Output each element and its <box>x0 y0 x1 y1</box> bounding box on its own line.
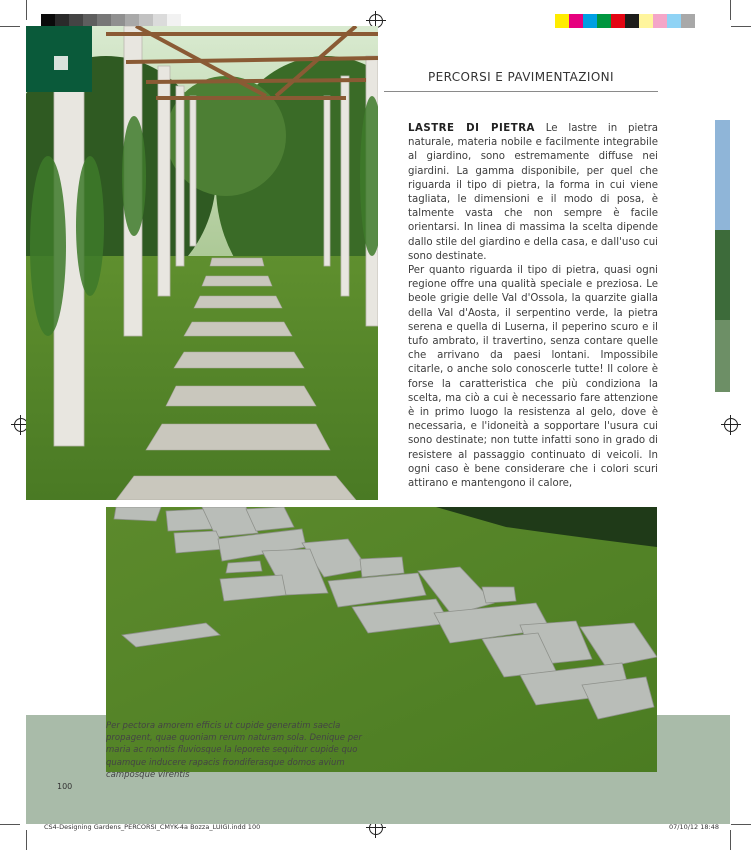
crop-mark <box>730 0 731 20</box>
adjacent-page-photo <box>715 120 730 392</box>
color-swatch <box>611 14 625 28</box>
color-swatch <box>625 14 639 28</box>
color-swatch <box>653 14 667 28</box>
article-body <box>408 122 658 491</box>
section-marker-square-icon <box>54 56 68 70</box>
color-swatch <box>597 14 611 28</box>
crop-mark <box>0 824 20 825</box>
section-marker <box>26 26 92 92</box>
paragraph: Per quanto riguarda il tipo di pietra, quasi ogni regione offre una qualità speciale e preziosa. Le beole grigie delle Val d'Ossola, la quarzite gialla della Val d'Aosta, il serpentino verde, la pietra serena e quella di Luserna, il peperino scuro e il tufo ambrato, il travertino, senza contare quelle che arrivano da paesi lontani. Impossibile citarle, o anche solo conoscerle tutte! Il colore è forse la caratteristica che più condiziona la scelta, ma ciò a cui è necessario fare attenzione è in primo luogo la resistenza al gelo, dove è necessaria, e l'idoneità a sopportare l'usura cui sono destinate; non tutte infatti sono in grado di resistere al passaggio continuato di veicoli. In ogni caso è bene considerare che i colori scuri attirano e mantengono il calore, <box>408 265 658 490</box>
color-swatch <box>569 14 583 28</box>
paragraph <box>408 122 658 264</box>
crop-mark <box>26 0 27 20</box>
page-number: 100 <box>57 782 73 791</box>
header-divider <box>384 91 658 92</box>
crop-mark <box>0 26 20 27</box>
pergola-path-photo <box>26 26 378 500</box>
crop-mark <box>731 26 751 27</box>
color-swatch <box>681 14 695 28</box>
crop-mark <box>730 830 731 850</box>
photo-caption: Per pectora amorem efficis ut cupide generatim saecla propagent, quae quoniam rerum naturam sola. Denique per maria ac montis fluviosque la leporete sequitur cupide quo quamque inducere rapacis frondiferasque domos avium camposque virentis <box>106 721 362 780</box>
color-swatch <box>639 14 653 28</box>
color-swatch <box>555 14 569 28</box>
crop-mark <box>26 830 27 850</box>
crop-mark <box>731 824 751 825</box>
color-calibration-bar <box>555 14 695 28</box>
section-title: PERCORSI E PAVIMENTAZIONI <box>428 70 614 84</box>
color-swatch <box>667 14 681 28</box>
footer-date: 07/10/12 18:48 <box>669 823 719 831</box>
paragraph-text: Le lastre in pietra naturale, materia nobile e facilmente integrabile al giardino, sono estremamente diffuse nei giardini. La gamma disponibile, per quel che riguarda il tipo di pietra, la forma in cui viene tagliata, le dimensioni e il modo di posa, è talmente vasta che non sempre è facile orientarsi. In linea di massima la scelta dipende dallo stile del giardino e della casa, e dall'uso cui sono destinate. <box>408 123 658 262</box>
footer-file-name: CS4-Designing Gardens_PERCORSI_CMYK-4a Bozza_LUIGI.indd 100 <box>44 823 261 831</box>
color-swatch <box>583 14 597 28</box>
lead-heading: LASTRE DI PIETRA <box>408 123 535 134</box>
registration-mark-icon <box>724 418 738 432</box>
